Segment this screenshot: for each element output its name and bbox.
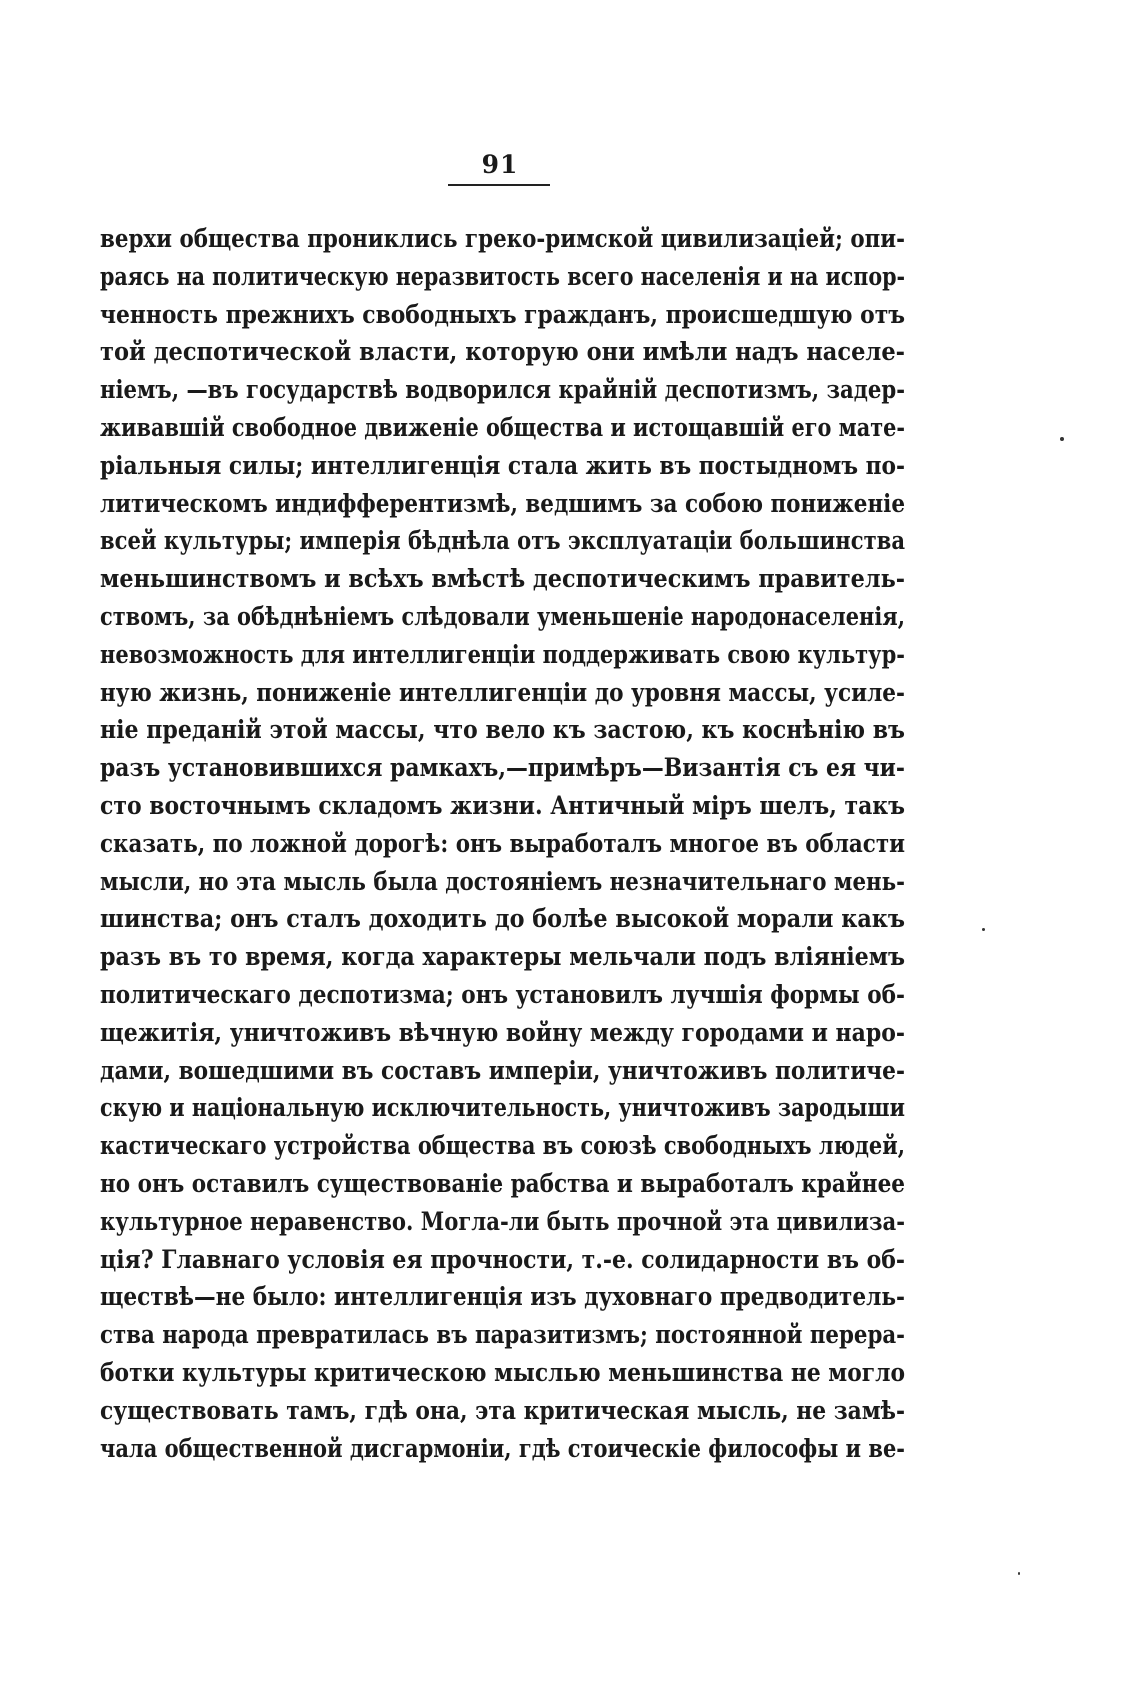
text-line: ченность прежнихъ свободныхъ гражданъ, происшедшую отъ	[100, 299, 905, 329]
body-text	[100, 220, 905, 1467]
header-rule	[448, 184, 550, 186]
text-line: ства народа превратилась въ паразитизмъ; постоянной перера-	[100, 1320, 905, 1350]
text-line: сказать, по ложной дорогѣ: онъ выработалъ многое въ области	[100, 828, 905, 858]
text-line: щежитiя, уничтоживъ вѣчную войну между городами и наро-	[100, 1017, 905, 1047]
text-line: всей культуры; имперiя бѣднѣла отъ эксплуатацiи большинства	[100, 526, 905, 556]
text-line: той деспотической власти, которую они имѣли надъ населе-	[100, 337, 905, 367]
text-line: нiе преданiй этой массы, что вело къ застою, къ коснѣнiю въ	[100, 715, 905, 745]
text-line: скую и нацiональную исключительность, уничтоживъ зародыши	[100, 1093, 905, 1123]
text-line: нiемъ, —въ государствѣ водворился крайнiй деспотизмъ, задер-	[100, 375, 905, 405]
text-line: раясь на политическую неразвитость всего населенiя и на испор-	[100, 261, 905, 291]
text-line: шинства; онъ сталъ доходить до болѣе высокой морали какъ	[100, 904, 905, 934]
text-line: сто восточнымъ складомъ жизни. Античный мiръ шелъ, такъ	[100, 790, 905, 820]
text-line: дами, вошедшими въ составъ имперiи, уничтоживъ политиче-	[100, 1055, 905, 1085]
text-line: ную жизнь, пониженiе интеллигенцiи до уровня массы, усиле-	[100, 677, 905, 707]
text-line: мысли, но эта мысль была достоянiемъ незначительнаго мень-	[100, 866, 905, 896]
text-line: живавшiй свободное движенiе общества и истощавшiй его мате-	[100, 412, 905, 442]
text-line: меньшинствомъ и всѣхъ вмѣстѣ деспотическимъ правитель-	[100, 564, 905, 594]
text-line: рiальныя силы; интеллигенцiя стала жить въ постыдномъ по-	[100, 450, 905, 480]
text-line: разъ въ то время, когда характеры мельчали подъ влiянiемъ	[100, 942, 905, 972]
text-line: невозможность для интеллигенцiи поддерживать свою культур-	[100, 639, 905, 669]
text-line: культурное неравенство. Могла-ли быть прочной эта цивилиза-	[100, 1206, 905, 1236]
text-line: чала общественной дисгармонiи, гдѣ стоическiе философы и ве-	[100, 1433, 905, 1463]
text-line: политическаго деспотизма; онъ установилъ лучшiя формы об-	[100, 979, 905, 1009]
print-speck	[1018, 1572, 1020, 1575]
text-line: ществѣ—не было: интеллигенцiя изъ духовнаго предводитель-	[100, 1282, 905, 1312]
print-speck	[982, 928, 985, 931]
text-line: верхи общества прониклись греко-римской цивилизацiей; опи-	[100, 224, 905, 253]
text-line: ботки культуры критическою мыслью меньшинства не могло	[100, 1357, 905, 1387]
page-number: 91	[481, 150, 519, 179]
text-line: кастическаго устройства общества въ союзѣ свободныхъ людей,	[100, 1131, 905, 1161]
text-line: цiя? Главнаго условiя ея прочности, т.-е. солидарности въ об-	[100, 1244, 905, 1274]
text-line: ствомъ, за обѣднѣнiемъ слѣдовали уменьшенiе народонаселенiя,	[100, 601, 905, 631]
text-line: но онъ оставилъ существованiе рабства и выработалъ крайнее	[100, 1168, 905, 1198]
text-line: разъ установившихся рамкахъ,—примѣръ—Византiя съ ея чи-	[100, 753, 905, 783]
text-line: литическомъ индифферентизмѣ, ведшимъ за собою пониженiе	[100, 488, 905, 518]
print-speck	[1060, 437, 1064, 441]
text-line: существовать тамъ, гдѣ она, эта критическая мысль, не замѣ-	[100, 1395, 905, 1425]
